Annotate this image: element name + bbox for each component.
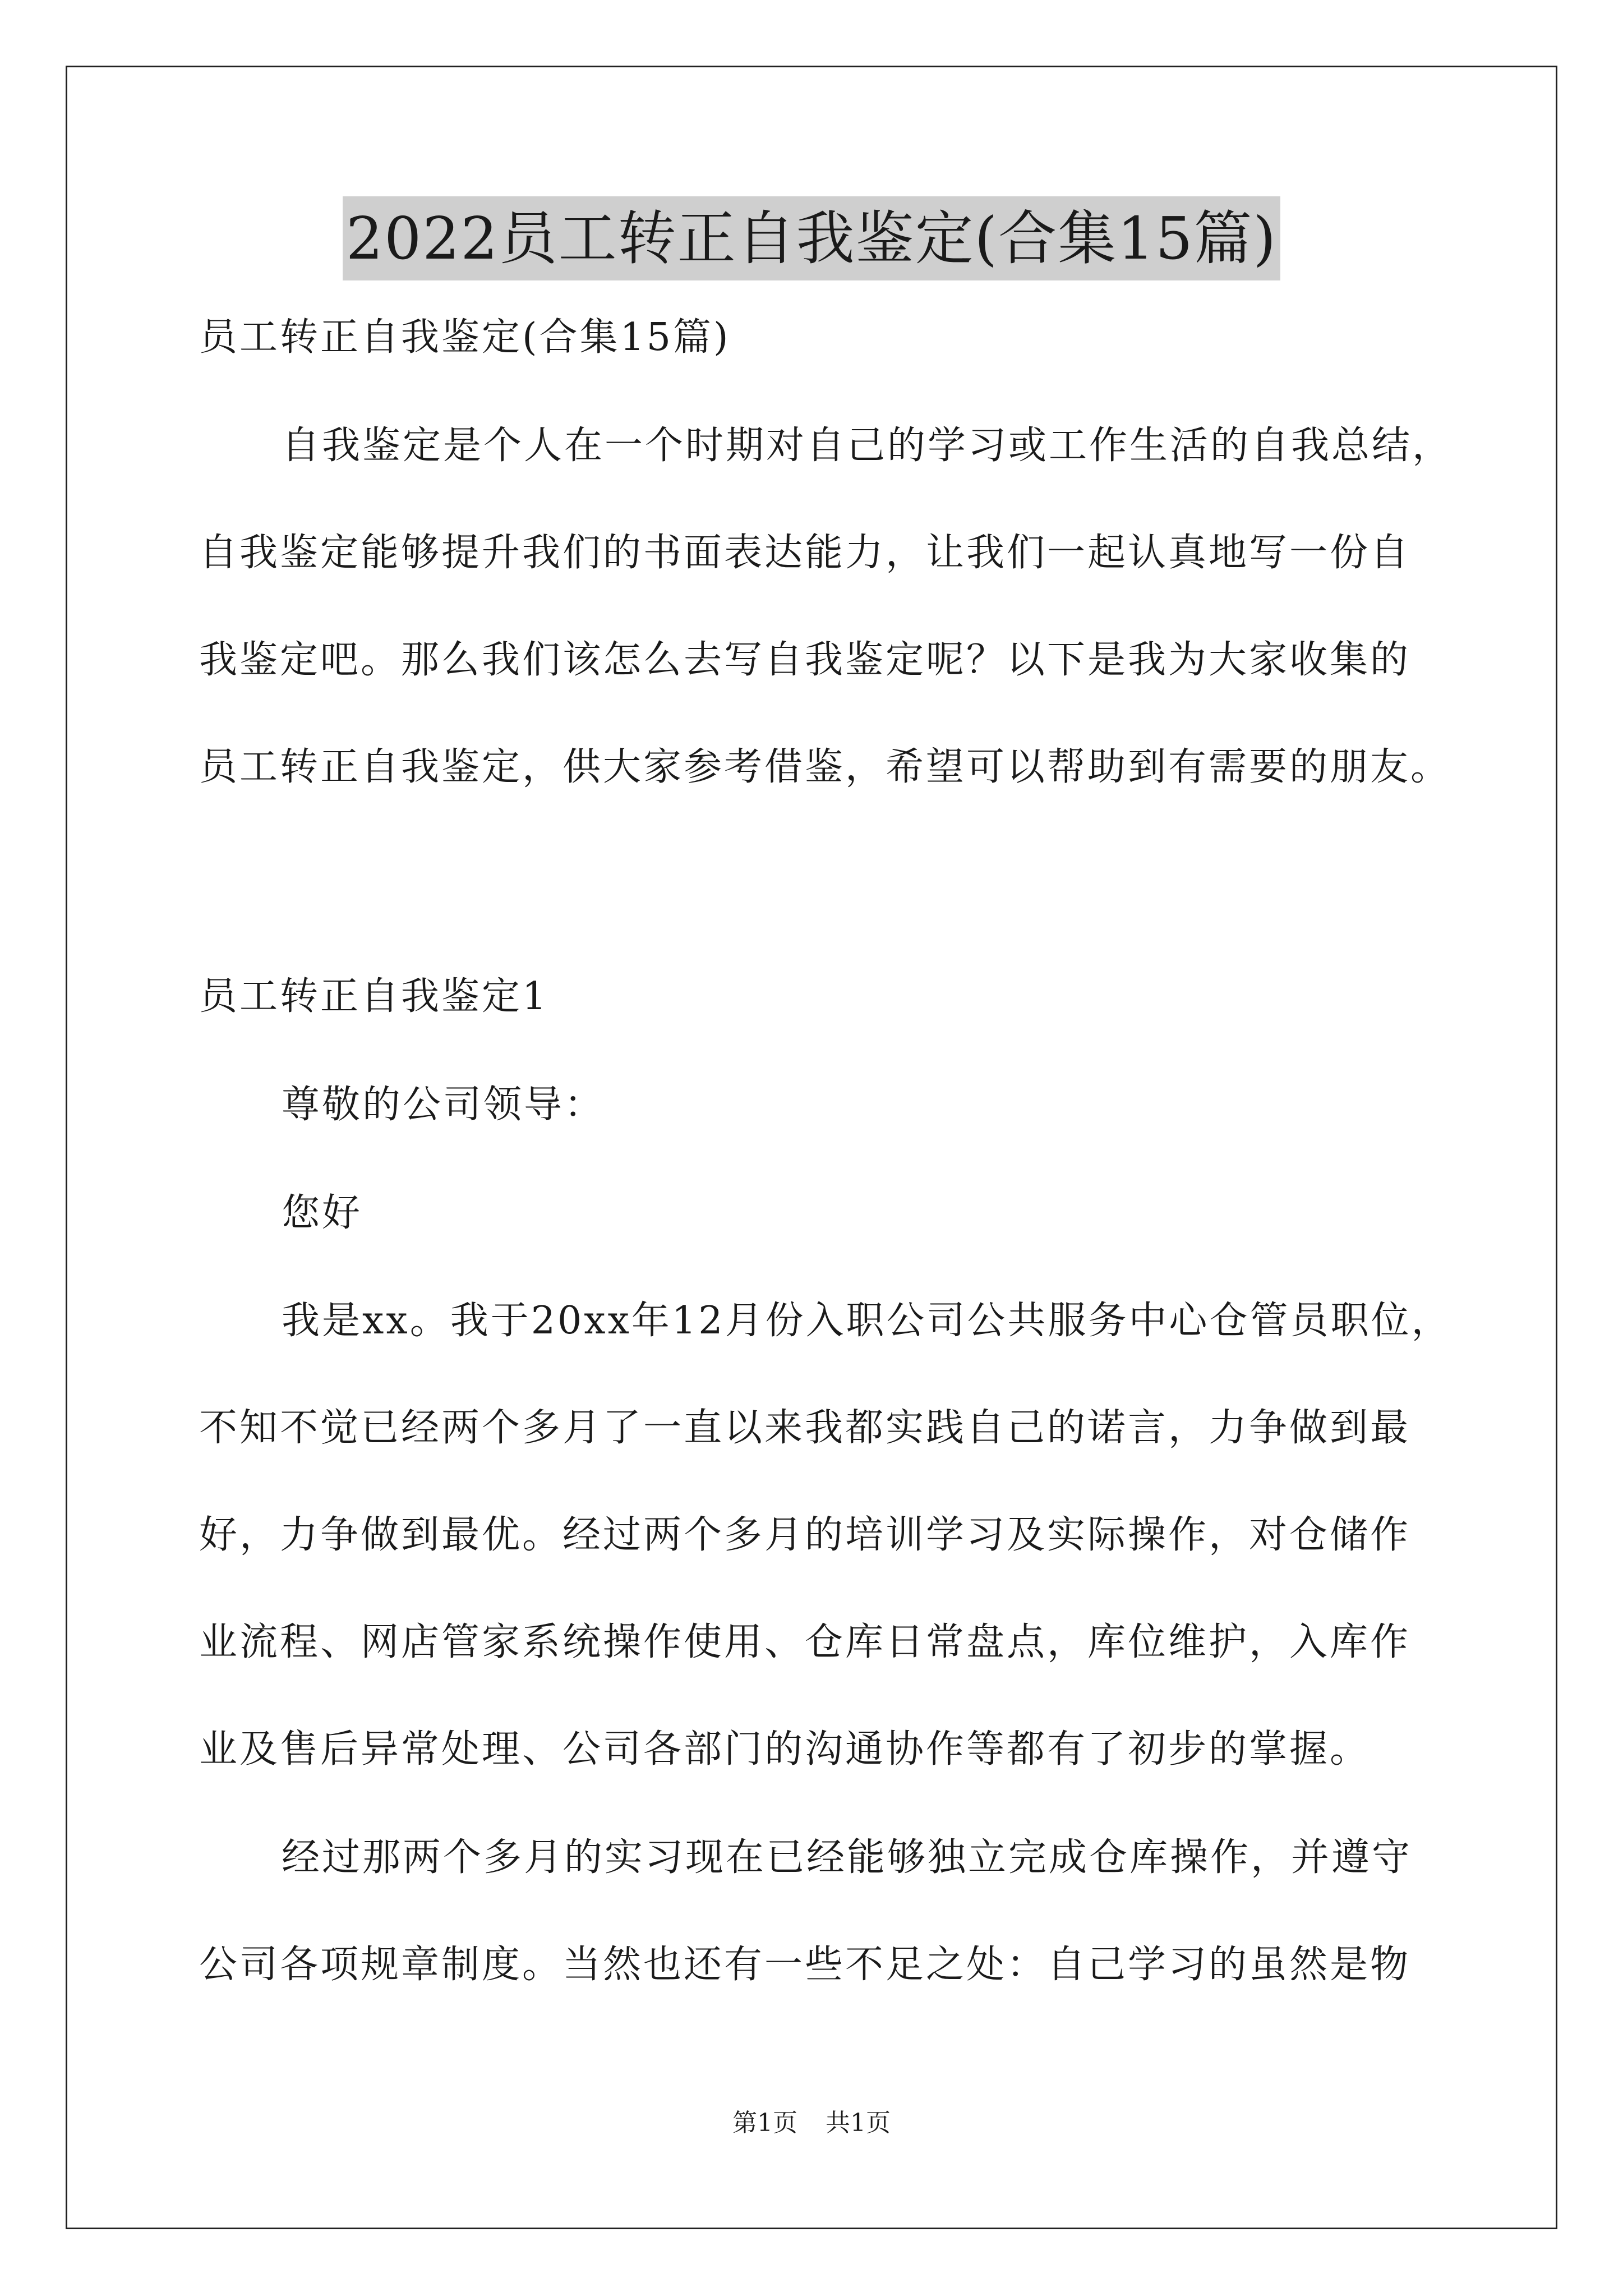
paragraph-line: 业及售后异常处理、公司各部门的沟通协作等都有了初步的掌握。 xyxy=(199,1727,1371,1772)
paragraph-line: 我是xx。我于20xx年12月份入职公司公共服务中心仓管员职位， xyxy=(282,1299,1452,1343)
salutation: 尊敬的公司领导： xyxy=(282,1083,605,1127)
page-border xyxy=(66,66,1557,2229)
page-number: 第1页 xyxy=(732,2109,797,2137)
paragraph-line: 公司各项规章制度。当然也还有一些不足之处：自己学习的虽然是物 xyxy=(199,1943,1411,1987)
intro-line: 员工转正自我鉴定，供大家参考借鉴，希望可以帮助到有需要的朋友。 xyxy=(199,745,1451,789)
section-heading: 员工转正自我鉴定1 xyxy=(199,974,549,1019)
paragraph-line: 经过那两个多月的实习现在已经能够独立完成仓库操作，并遵守 xyxy=(282,1835,1413,1880)
document-title: 2022员工转正自我鉴定(合集15篇) xyxy=(343,196,1280,280)
paragraph-line: 好，力争做到最优。经过两个多月的培训学习及实际操作，对仓储作 xyxy=(199,1513,1411,1557)
paragraph-line: 业流程、网店管家系统操作使用、仓库日常盘点，库位维护，入库作 xyxy=(199,1620,1411,1664)
intro-line: 自我鉴定是个人在一个时期对自己的学习或工作生活的自我总结， xyxy=(282,424,1453,468)
intro-line: 我鉴定吧。那么我们该怎么去写自我鉴定呢？以下是我为大家收集的 xyxy=(199,638,1411,682)
title-container xyxy=(0,196,1623,280)
page-footer xyxy=(0,2106,1623,2140)
document-subtitle: 员工转正自我鉴定(合集15篇) xyxy=(199,315,731,360)
intro-line: 自我鉴定能够提升我们的书面表达能力，让我们一起认真地写一份自 xyxy=(199,531,1411,575)
page-total: 共1页 xyxy=(826,2109,891,2137)
paragraph-line: 不知不觉已经两个多月了一直以来我都实践自己的诺言，力争做到最 xyxy=(199,1406,1411,1450)
greeting: 您好 xyxy=(282,1191,363,1235)
